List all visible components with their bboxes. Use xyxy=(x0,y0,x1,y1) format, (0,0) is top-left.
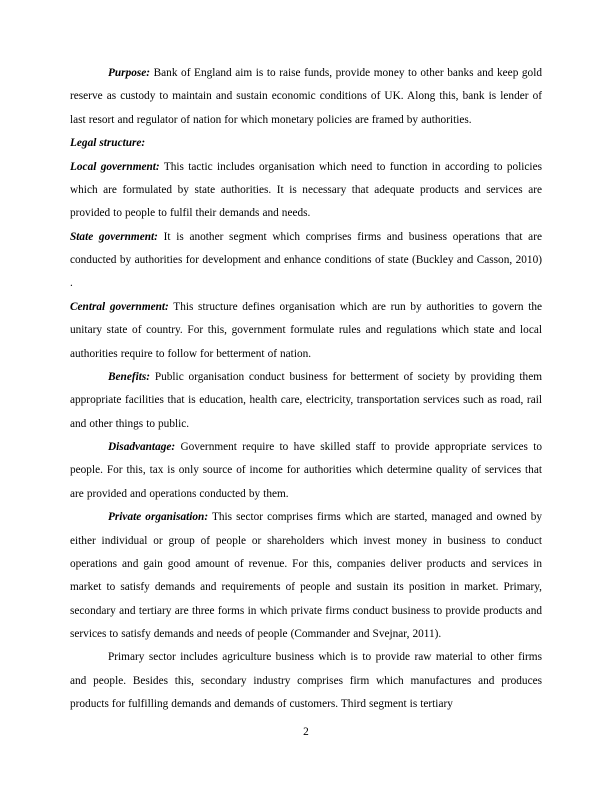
paragraph-lead-private-organisation: Private organisation: xyxy=(108,511,209,524)
paragraph-text-central-government: This structure defines organisation which are run by authorities to govern the unitary state of country. For this, government formulate rules and regulations which state and local authorities require to follow for betterment of nation. xyxy=(70,300,542,360)
paragraph-local-government xyxy=(70,156,542,226)
paragraph-disadvantage xyxy=(70,436,542,506)
paragraph-text-benefits: Public organisation conduct business for betterment of society by providing them appropriate facilities that is education, health care, electricity, transportation services such as road, rail and other things to public. xyxy=(70,370,542,430)
paragraph-benefits xyxy=(70,366,542,436)
heading-lead-legal-structure: Legal structure: xyxy=(70,137,146,150)
paragraph-text-local-government: This tactic includes organisation which need to function in according to policies which are formulated by state authorities. It is necessary that adequate products and services are provided to people to fulfil their demands and needs. xyxy=(70,160,542,220)
paragraph-text-disadvantage: Government require to have skilled staff to provide appropriate services to people. For this, tax is only source of income for authorities which determine quality of services that are provided and operations conducted by them. xyxy=(70,441,542,500)
paragraph-lead-central-government: Central government: xyxy=(70,300,169,313)
paragraph-lead-purpose: Purpose: xyxy=(108,67,151,79)
paragraph-lead-state-government: State government: xyxy=(70,230,158,243)
paragraph-state-government xyxy=(70,226,542,296)
paragraph-text-private-organisation: This sector comprises firms which are started, managed and owned by either individual or group of people or shareholders which invest money in business to conduct operations and gain good amount of revenue. For this, companies deliver products and services in market to satisfy demands and requirements of people and sustain its position in market. Primary, secondary and tertiary are three forms in which private firms conduct business to provide products and services to satisfy demands and needs of people (Commander and Svejnar, 2011). xyxy=(70,511,543,640)
paragraph-text-primary-sector: Primary sector includes agriculture business which is to provide raw material to other firms and people. Besides this, secondary industry comprises firm which manufactures and produces products for fulfilling demands and demands of customers. Third segment is tertiary xyxy=(70,651,542,711)
paragraph-text-state-government: It is another segment which comprises firms and business operations that are conducted by authorities for development and enhance conditions of state (Buckley and Casson, 2010) . xyxy=(70,230,542,290)
paragraph-private-organisation xyxy=(70,506,542,646)
paragraph-purpose xyxy=(70,62,542,132)
heading-legal-structure xyxy=(70,132,542,155)
paragraph-lead-disadvantage: Disadvantage: xyxy=(108,441,176,453)
paragraph-lead-local-government: Local government: xyxy=(70,160,160,173)
page-number: 2 xyxy=(303,726,309,738)
paragraph-primary-sector xyxy=(70,646,542,716)
document-body xyxy=(70,62,542,717)
paragraph-text-purpose: Bank of England aim is to raise funds, provide money to other banks and keep gold reserve as custody to maintain and sustain economic conditions of UK. Along this, bank is lender of last resort and regulator of nation for which monetary policies are framed by authorities. xyxy=(70,67,542,126)
paragraph-lead-benefits: Benefits: xyxy=(108,370,151,383)
paragraph-central-government xyxy=(70,296,542,366)
